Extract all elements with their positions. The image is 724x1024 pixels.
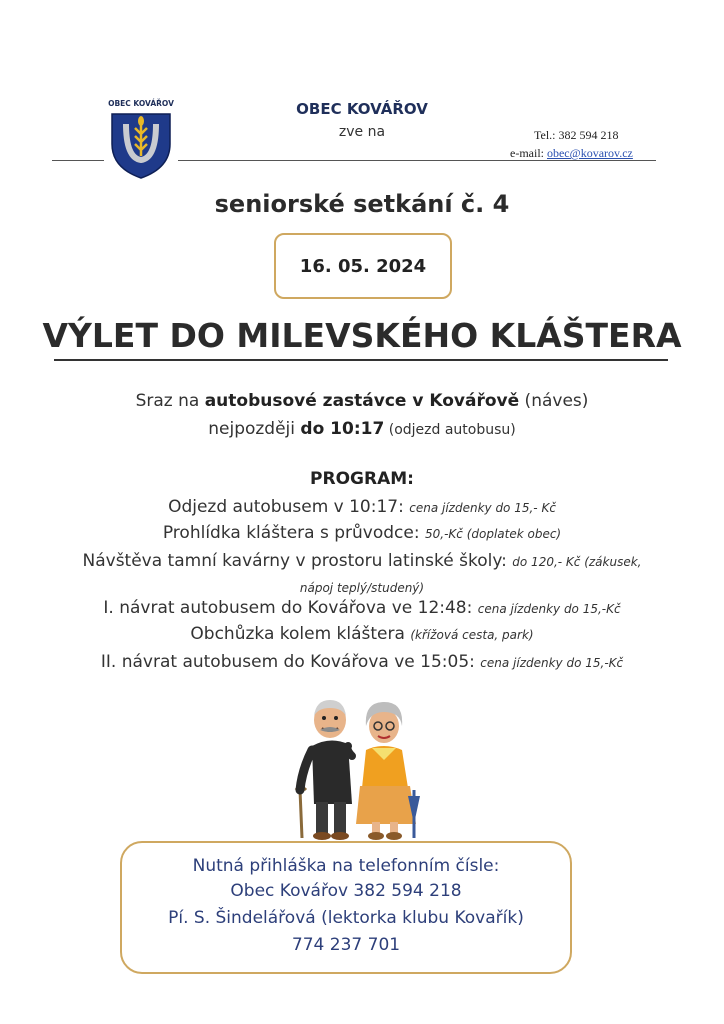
program-item-note: cena jízdenky do 15,- Kč xyxy=(409,501,556,515)
title-underline xyxy=(54,359,668,361)
contact-email xyxy=(510,146,633,161)
event-date: 16. 05. 2024 xyxy=(299,255,427,277)
program-item-note: cena jízdenky do 15,-Kč xyxy=(480,656,624,670)
date-box xyxy=(274,233,452,299)
program-item-text: I. návrat autobusem do Kovářova ve 12:48: xyxy=(103,598,478,618)
meeting-suffix: (náves) xyxy=(519,391,589,411)
header-divider-left xyxy=(52,160,104,161)
program-item-note: cena jízdenky do 15,-Kč xyxy=(477,602,621,616)
meeting-prefix: Sraz na xyxy=(135,391,205,411)
meeting-time: do 10:17 xyxy=(300,419,385,439)
meeting-time-line xyxy=(0,419,724,439)
program-item-note: do 120,- Kč (zákusek, xyxy=(512,555,642,569)
meeting-title: seniorské setkání č. 4 xyxy=(214,190,510,218)
org-name: OBEC KOVÁŘOV xyxy=(296,100,428,118)
meeting-point-line xyxy=(0,391,724,411)
program-item xyxy=(0,598,724,618)
program-item xyxy=(0,497,724,517)
signup-phone-mobile: 774 237 701 xyxy=(291,935,401,955)
email-label: e-mail: xyxy=(510,146,547,160)
signup-line: Nutná přihláška na telefonním čísle: xyxy=(192,856,500,876)
program-item-text: Prohlídka kláštera s průvodce: xyxy=(162,523,425,543)
program-item xyxy=(0,551,724,571)
senior-couple-icon xyxy=(286,686,446,842)
program-item xyxy=(0,523,724,543)
program-item xyxy=(0,652,724,672)
meeting-note: (odjezd autobusu) xyxy=(384,422,516,438)
crest-text: OBEC KOVÁŘOV xyxy=(108,99,174,108)
header-divider-right xyxy=(178,160,656,161)
program-item-text: Návštěva tamní kavárny v prostoru latinské školy: xyxy=(82,551,513,571)
program-item-note-continued xyxy=(0,577,724,597)
program-item-text: Obchůzka kolem kláštera xyxy=(190,624,411,644)
program-item-note: (křížová cesta, park) xyxy=(410,628,534,642)
event-title: VÝLET DO MILEVSKÉHO KLÁŠTERA xyxy=(42,316,682,355)
program-item xyxy=(0,624,724,644)
meeting-latest: nejpozději xyxy=(208,419,301,439)
signup-contact-person: Pí. S. Šindelářová (lektorka klubu Kovařík) xyxy=(168,908,524,928)
program-item-note: 50,-Kč (doplatek obec) xyxy=(425,527,562,541)
program-item-text: II. návrat autobusem do Kovářova ve 15:05: xyxy=(100,652,481,672)
org-invite-text: zve na xyxy=(338,124,386,140)
program-item-text: Odjezd autobusem v 10:17: xyxy=(168,497,410,517)
email-link[interactable]: obec@kovarov.cz xyxy=(546,146,633,160)
meeting-place: autobusové zastávce v Kovářově xyxy=(204,391,520,411)
contact-phone: Tel.: 382 594 218 xyxy=(534,128,619,142)
senior-couple-illustration xyxy=(286,686,446,842)
signup-phone-office: Obec Kovářov 382 594 218 xyxy=(230,881,462,901)
program-item-note: nápoj teplý/studený) xyxy=(299,581,425,595)
program-heading: PROGRAM: xyxy=(310,469,414,489)
